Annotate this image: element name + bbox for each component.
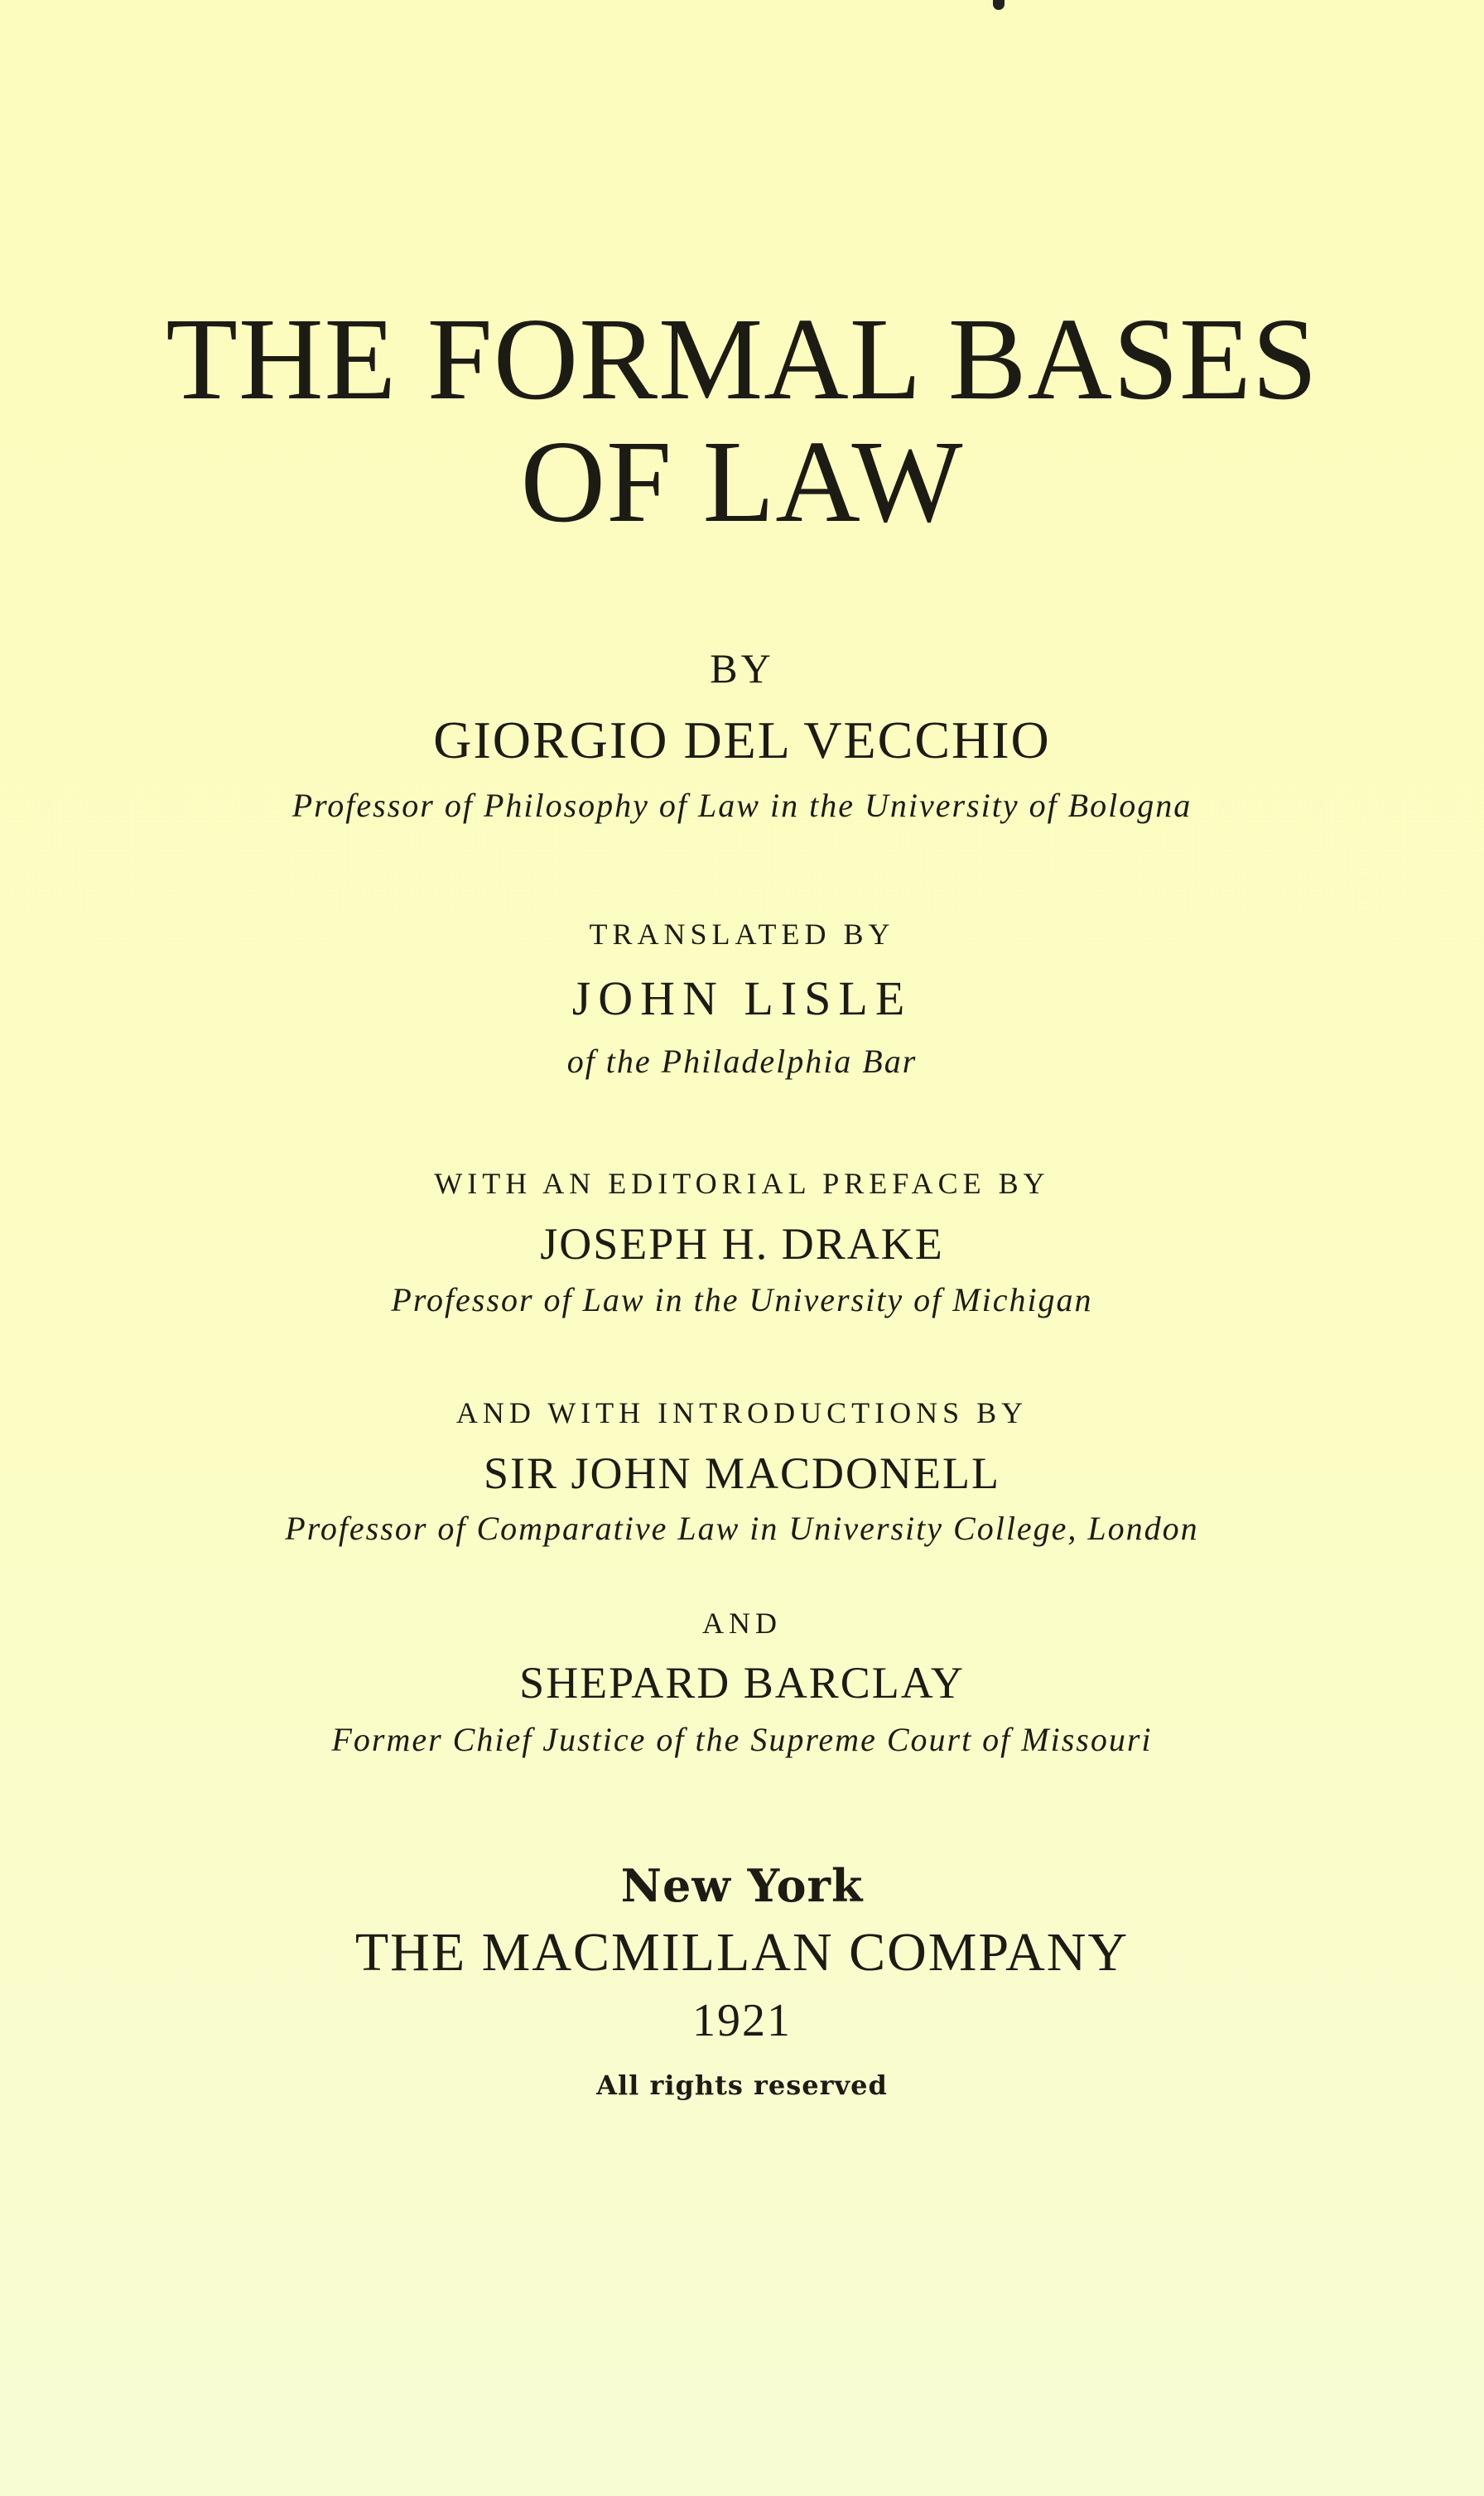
author-name: GIORGIO DEL VECCHIO xyxy=(433,711,1051,769)
book-title-line-1: THE FORMAL BASES xyxy=(166,293,1318,424)
by-label: BY xyxy=(710,645,774,691)
introductions-label: AND WITH INTRODUCTIONS BY xyxy=(455,1396,1029,1429)
publication-year: 1921 xyxy=(692,1995,792,2046)
translator-label: TRANSLATED BY xyxy=(589,918,895,951)
translator-name: JOHN LISLE xyxy=(571,971,913,1025)
book-title-line-2: OF LAW xyxy=(520,416,964,547)
introducer-1-role: Professor of Comparative Law in University College, London xyxy=(285,1510,1199,1547)
translator-role: of the Philadelphia Bar xyxy=(566,1043,918,1080)
editor-label: WITH AN EDITORIAL PREFACE BY xyxy=(434,1167,1050,1200)
ink-speck xyxy=(993,0,1005,10)
author-role: Professor of Philosophy of Law in the University of Bologna xyxy=(292,787,1192,824)
imprint-city: New York xyxy=(620,1859,864,1912)
introducer-2-name: SHEPARD BARCLAY xyxy=(519,1658,965,1708)
editor-name: JOSEPH H. DRAKE xyxy=(540,1219,944,1269)
and-label: AND xyxy=(702,1607,782,1640)
editor-role: Professor of Law in the University of Michigan xyxy=(391,1281,1093,1318)
introducer-1-name: SIR JOHN MACDONELL xyxy=(483,1448,1000,1498)
introducer-2-role: Former Chief Justice of the Supreme Court of Missouri xyxy=(331,1721,1153,1758)
publisher-name: THE MACMILLAN COMPANY xyxy=(354,1922,1130,1983)
rights-notice: All rights reserved xyxy=(596,2070,888,2101)
